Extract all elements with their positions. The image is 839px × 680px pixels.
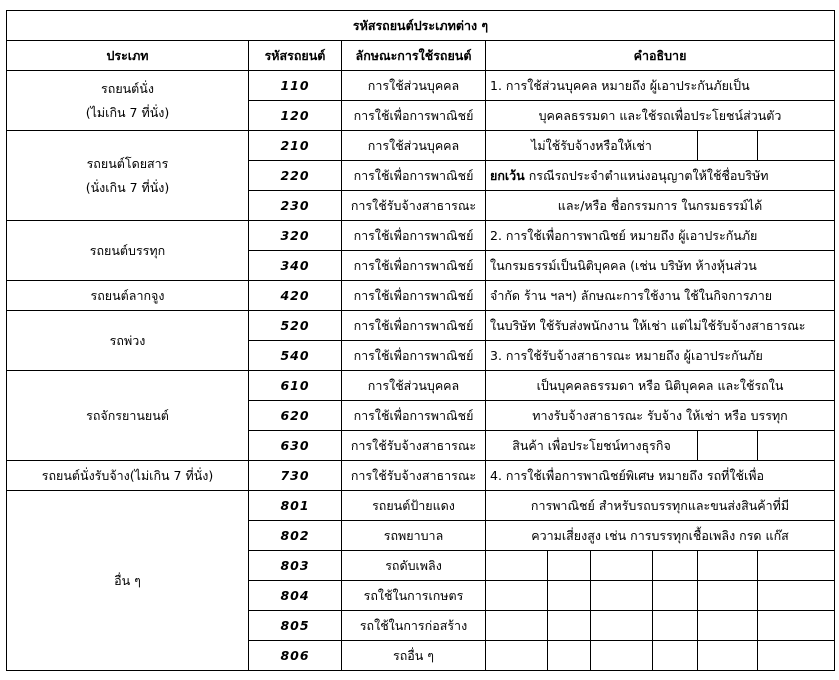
table-row [7,371,835,401]
usage-cell: รถอื่น ๆ [342,641,486,671]
description-cell: ในกรมธรรม์เป็นนิติบุคคล (เช่น บริษัท ห้างหุ้นส่วน [486,251,835,281]
usage-cell: รถใช้ในการก่อสร้าง [342,611,486,641]
description-cell [486,161,835,191]
code-cell: 803 [249,551,342,581]
category-label: รถยนต์นั่งรับจ้าง(ไม่เกิน 7 ที่นั่ง) [41,467,214,483]
code-cell: 801 [249,491,342,521]
description-cell: ไม่ใช้รับจ้างหรือให้เช่า [486,131,698,161]
code-cell: 340 [249,251,342,281]
empty-cell [758,131,835,161]
header-row [7,41,835,71]
empty-cell [548,551,591,581]
usage-cell: การใช้รับจ้างสาธารณะ [342,461,486,491]
usage-cell: การใช้เพื่อการพาณิชย์ [342,281,486,311]
header-usage: ลักษณะการใช้รถยนต์ [342,41,486,71]
empty-cell [548,581,591,611]
description-cell: และ/หรือ ชื่อกรรมการ ในกรมธรรม์ได้ [486,191,835,221]
category-cell [7,371,249,461]
category-label: รถยนต์โดยสาร [86,155,169,171]
table-row [7,131,835,161]
usage-cell: การใช้เพื่อการพาณิชย์ [342,161,486,191]
category-cell [7,311,249,371]
description-cell: 2. การใช้เพื่อการพาณิชย์ หมายถึง ผู้เอาประกันภัย [486,221,835,251]
usage-cell: การใช้เพื่อการพาณิชย์ [342,251,486,281]
empty-cell [486,641,548,671]
usage-cell: การใช้เพื่อการพาณิชย์ [342,311,486,341]
code-cell: 120 [249,101,342,131]
usage-cell: รถดับเพลิง [342,551,486,581]
header-type: ประเภท [7,41,249,71]
usage-cell: รถพยาบาล [342,521,486,551]
empty-cell [653,581,698,611]
usage-cell: การใช้รับจ้างสาธารณะ [342,431,486,461]
empty-cell [486,551,548,581]
empty-cell [591,551,653,581]
code-cell: 220 [249,161,342,191]
category-cell [7,281,249,311]
table-row [7,491,835,521]
code-cell: 610 [249,371,342,401]
description-cell: เป็นบุคคลธรรมดา หรือ นิติบุคคล และใช้รถใน [486,371,835,401]
table-row [7,281,835,311]
code-cell: 320 [249,221,342,251]
description-cell: บุคคลธรรมดา และใช้รถเพื่อประโยชน์ส่วนตัว [486,101,835,131]
vehicle-code-table [6,10,835,671]
empty-cell [653,641,698,671]
usage-cell: การใช้เพื่อการพาณิชย์ [342,101,486,131]
code-cell: 210 [249,131,342,161]
description-cell: 4. การใช้เพื่อการพาณิชย์พิเศษ หมายถึง รถที่ใช้เพื่อ [486,461,835,491]
table-row [7,221,835,251]
empty-cell [591,611,653,641]
usage-cell: การใช้ส่วนบุคคล [342,131,486,161]
description-cell: ความเสี่ยงสูง เช่น การบรรทุกเชื้อเพลิง กรด แก๊ส [486,521,835,551]
code-cell: 806 [249,641,342,671]
empty-cell [591,641,653,671]
description-text: กรณีรถประจำตำแหน่งอนุญาตให้ใช้ชื่อบริษัท [524,167,769,183]
title-row [7,11,835,41]
empty-cell [698,131,758,161]
code-cell: 230 [249,191,342,221]
category-label: รถยนต์ลากจูง [90,287,165,303]
empty-cell [698,551,758,581]
exception-label: ยกเว้น [490,167,525,183]
category-label: รถจักรยานยนต์ [86,407,169,423]
empty-cell [698,611,758,641]
usage-cell: การใช้เพื่อการพาณิชย์ [342,221,486,251]
description-cell: ทางรับจ้างสาธารณะ รับจ้าง ให้เช่า หรือ บรรทุก [486,401,835,431]
category-cell [7,131,249,221]
code-cell: 620 [249,401,342,431]
usage-cell: การใช้ส่วนบุคคล [342,71,486,101]
usage-cell: รถใช้ในการเกษตร [342,581,486,611]
description-cell: 3. การใช้รับจ้างสาธารณะ หมายถึง ผู้เอาประกันภัย [486,341,835,371]
usage-cell: การใช้ส่วนบุคคล [342,371,486,401]
category-label: รถยนต์บรรทุก [89,242,166,258]
usage-cell: การใช้เพื่อการพาณิชย์ [342,341,486,371]
header-code: รหัสรถยนต์ [249,41,342,71]
empty-cell [698,431,758,461]
category-cell [7,461,249,491]
table-row [7,311,835,341]
table-row [7,71,835,101]
empty-cell [758,641,835,671]
category-cell [7,491,249,671]
usage-cell: การใช้รับจ้างสาธารณะ [342,191,486,221]
usage-cell: การใช้เพื่อการพาณิชย์ [342,401,486,431]
code-cell: 110 [249,71,342,101]
empty-cell [698,641,758,671]
description-cell: สินค้า เพื่อประโยชน์ทางธุรกิจ [486,431,698,461]
category-sublabel: (นั่งเกิน 7 ที่นั่ง) [85,179,170,195]
empty-cell [758,581,835,611]
empty-cell [758,551,835,581]
code-cell: 805 [249,611,342,641]
header-description: คำอธิบาย [486,41,835,71]
empty-cell [591,581,653,611]
code-cell: 540 [249,341,342,371]
empty-cell [758,611,835,641]
description-cell: จำกัด ร้าน ฯลฯ) ลักษณะการใช้งาน ใช้ในกิจการภาย [486,281,835,311]
table-title: รหัสรถยนต์ประเภทต่าง ๆ [7,11,835,41]
table-row [7,461,835,491]
description-cell: 1. การใช้ส่วนบุคคล หมายถึง ผู้เอาประกันภัยเป็น [486,71,835,101]
category-sublabel: (ไม่เกิน 7 ที่นั่ง) [85,104,170,120]
empty-cell [653,551,698,581]
category-label: อื่น ๆ [114,572,141,588]
description-cell: การพาณิชย์ สำหรับรถบรรทุกและขนส่งสินค้าที่มี [486,491,835,521]
code-cell: 804 [249,581,342,611]
empty-cell [486,611,548,641]
usage-cell: รถยนต์ป้ายแดง [342,491,486,521]
code-cell: 630 [249,431,342,461]
code-cell: 520 [249,311,342,341]
code-cell: 802 [249,521,342,551]
empty-cell [758,431,835,461]
category-cell [7,71,249,131]
code-cell: 420 [249,281,342,311]
empty-cell [548,641,591,671]
category-label: รถยนต์นั่ง [101,80,154,96]
empty-cell [548,611,591,641]
empty-cell [698,581,758,611]
description-cell: ในบริษัท ใช้รับส่งพนักงาน ให้เช่า แต่ไม่ใช้รับจ้างสาธารณะ [486,311,835,341]
category-label: รถพ่วง [109,332,146,348]
empty-cell [653,611,698,641]
code-cell: 730 [249,461,342,491]
category-cell [7,221,249,281]
empty-cell [486,581,548,611]
